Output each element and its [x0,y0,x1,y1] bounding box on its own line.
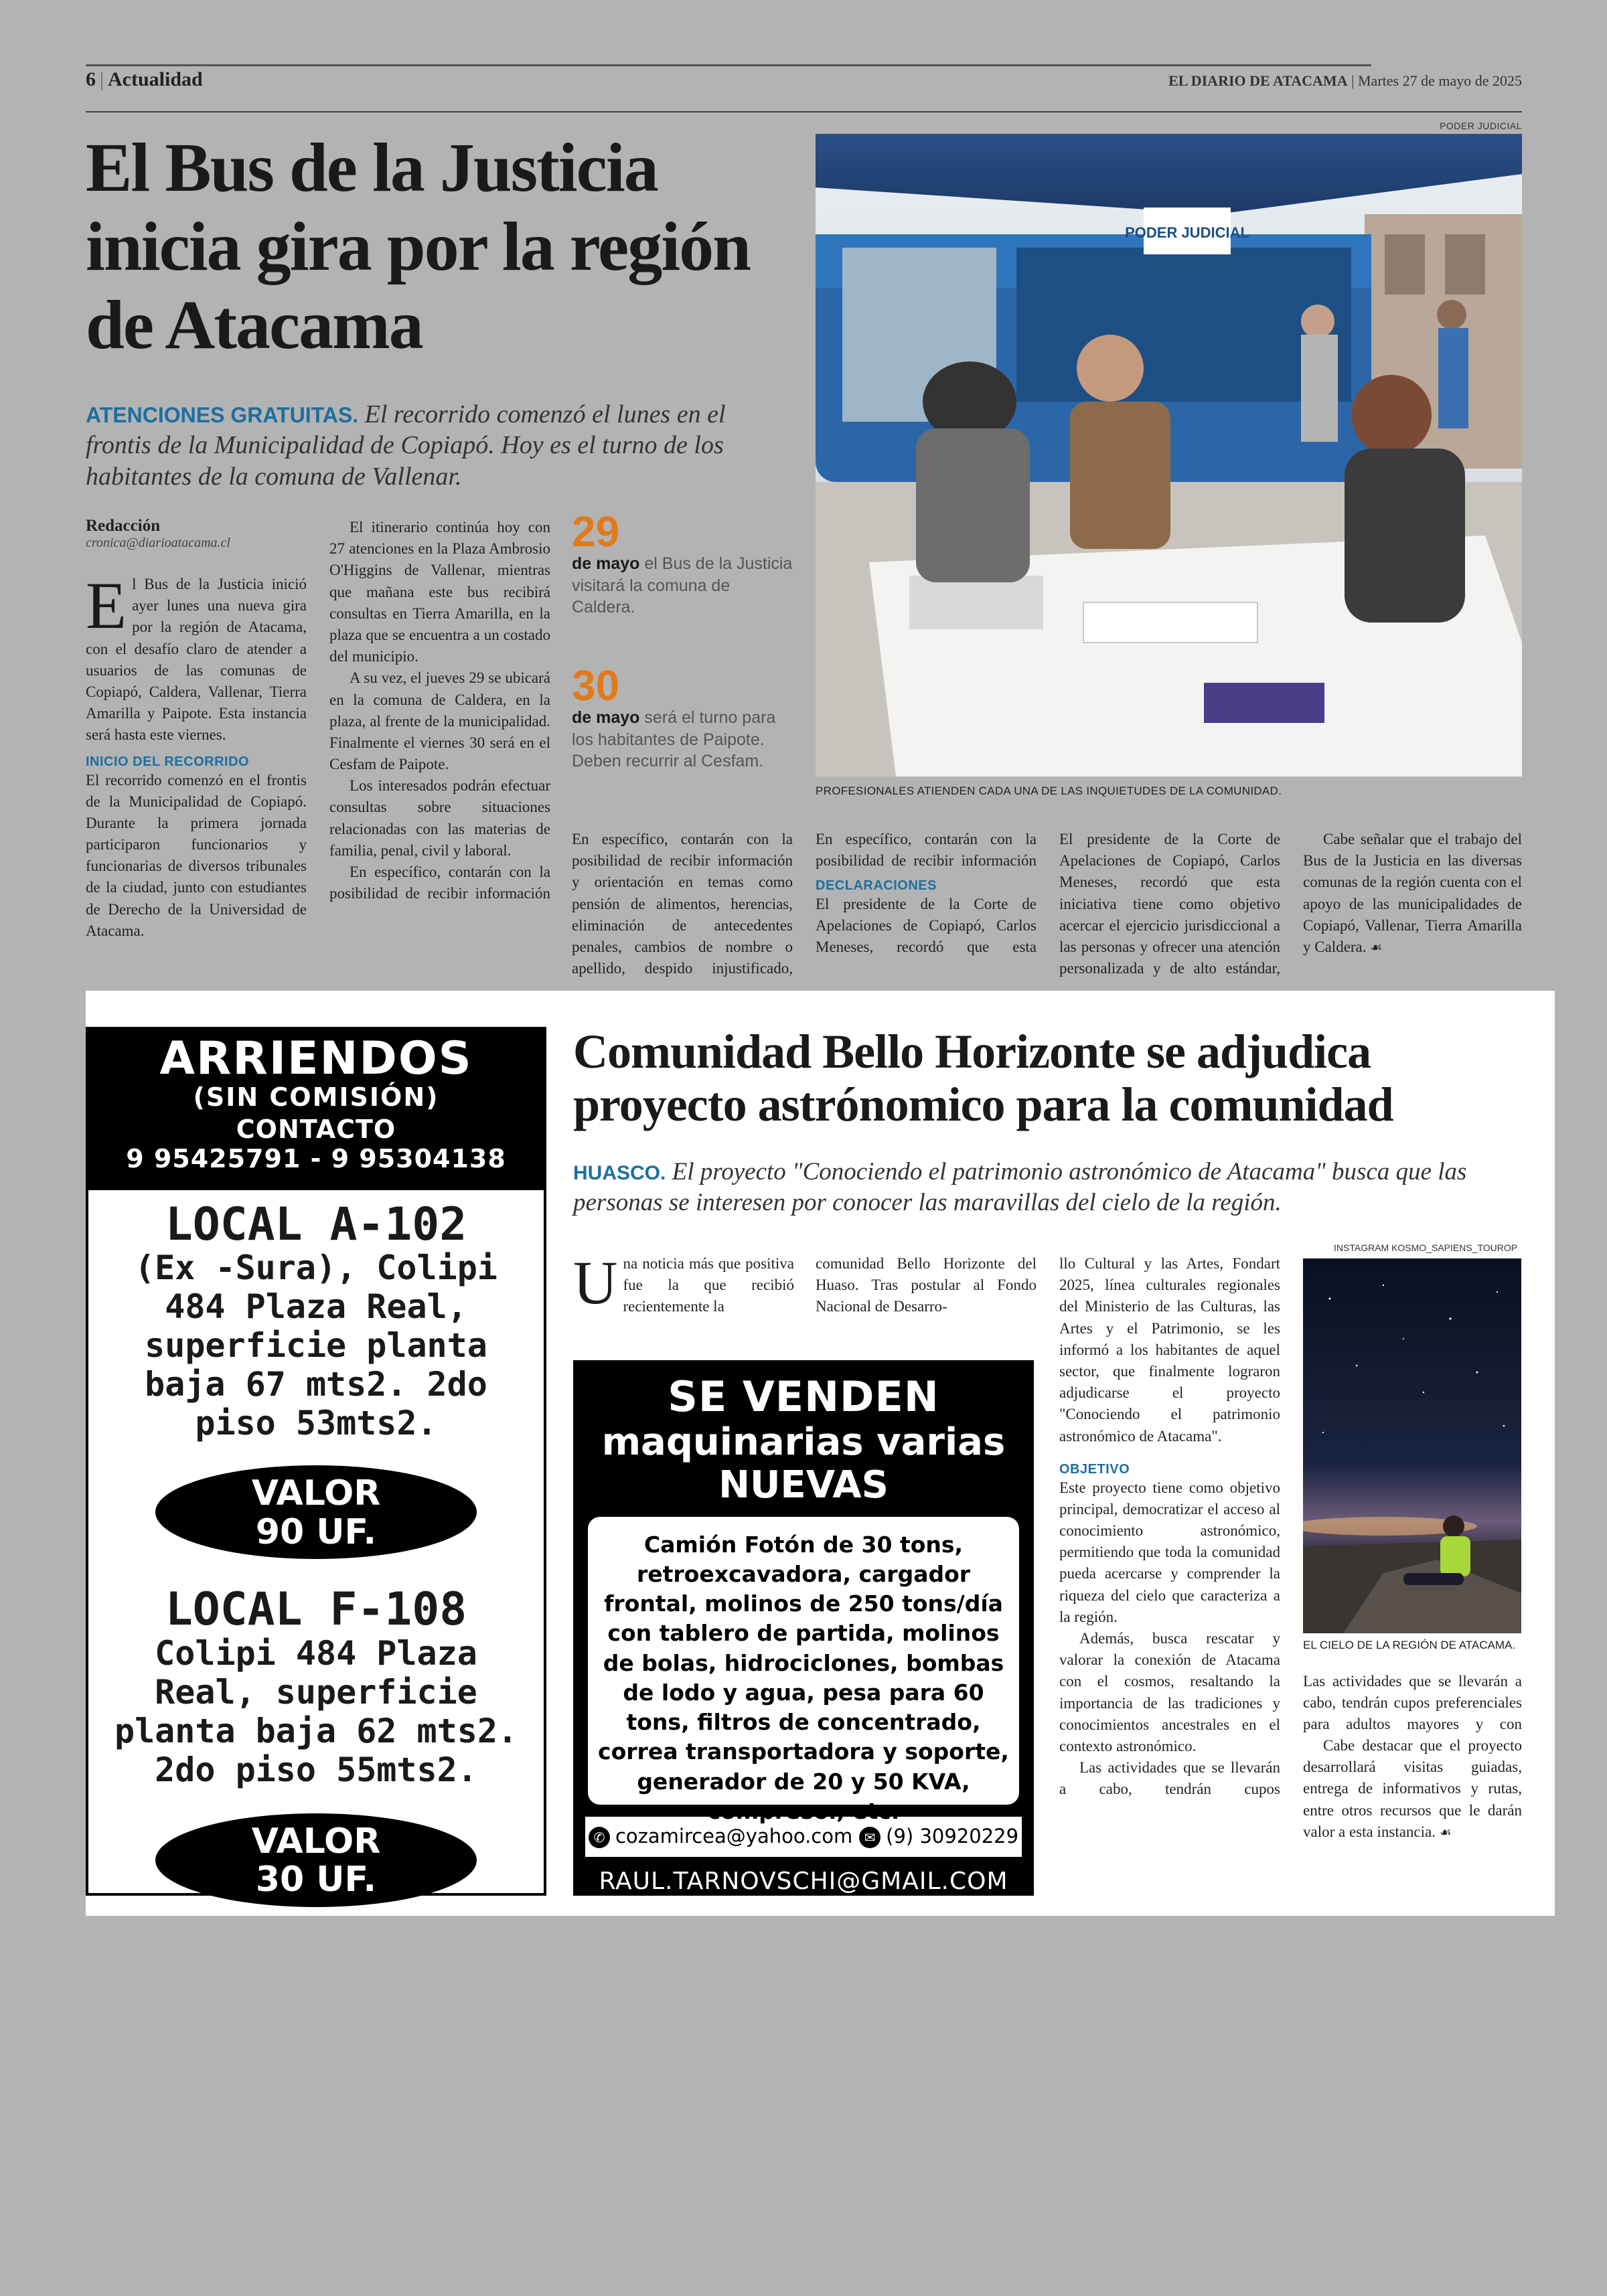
photo1-credit: PODER JUDICIAL [1440,120,1522,131]
article2-p2: comunidad Bello Horizonte del Huaso. Tras postular al Fondo Nacional de Desarro- [816,1255,1037,1315]
article1-p1: El Bus de la Justicia inició ayer lunes una nueva gira por la región de Atacama, con el desafío claro de atender a usuarios de las comunas de Copiapó, Caldera, Vallenar, Tierra Amarilla y Paipote. Esta instancia será hasta este viernes. [86,568,307,744]
local2-valor: VALOR 30 UF. [155,1813,477,1907]
article2-p4: Este proyecto tiene como objetivo principal, democratizar el acceso al conocimiento astronómico, permitiendo que toda la comunidad pueda acercarse y comprender la riqueza del cielo que caracteriza a la región. [1059,1479,1280,1625]
article2-deck [573,1157,1537,1218]
article1-p6-end: En específico, contarán con la posibilidad de recibir información [816,831,1037,870]
article1-p5: Los interesados podrán efectuar consultas sobre situaciones relacionadas con las materias de familia, penal, civil y laboral. [329,777,550,859]
article2-dropcap: U [573,1248,618,1317]
ad-arriendos-header [88,1030,544,1190]
article1-p7: El presidente de la Corte de Apelaciones de Copiapó, Carlos Meneses, recordó que esta iniciativa tiene como objetivo acercar el ejercicio jurisdiccional a las personas y ofrecer una atención personalizada y de alto estándar, [1059,831,1280,977]
fact-29-number: 29 [572,507,620,556]
page-number: 6 [86,68,96,90]
local1-desc: (Ex -Sura), Colipi 484 Plaza Real, superficie planta baja 67 mts2. 2do piso 53mts2. [135,1248,498,1443]
article2-p6-start: Las actividades que se llevarán a cabo, tendrán cupos [1059,1759,1280,1798]
ad-arriendos-phones: 9 95425791 - 9 95304138 [126,1144,506,1174]
article2-title: Comunidad Bello Horizonte se adjudica proyecto astrónomico para la comunidad [573,1025,1393,1132]
article1-p6-cont: En específico, contarán con la posibilidad de recibir información y orientación en temas como pensión de alimentos, herencias, eliminación de antecedentes penales, cambios de nombre o apellido, despido injustificado, [572,831,793,977]
article1-p3: El itinerario continúa hoy con 27 atenciones en la Plaza Ambrosio O'Higgins de Vallenar, mientras que mañana este bus recibirá consultas en Tierra Amarilla, en la plaza que se encuentra a un costado del municipio. [329,519,550,665]
ad-arriendos-title: ARRIENDOS [159,1032,473,1085]
article1-col3 [572,829,793,979]
subhead-declaraciones: DECLARACIONES [816,878,937,893]
local1-valor: VALOR 90 UF. [155,1465,477,1559]
article2-deck-text: El proyecto "Conociendo el patrimonio astronómico de Atacama" busca que las personas se interesen por conocer las maravillas del cielo de la región. [573,1158,1467,1216]
ad-arriendos-subtitle: (SIN COMISIÓN) [193,1082,439,1113]
page-header-right: EL DIARIO DE ATACAMA | Martes 27 de mayo de 2025 [1168,72,1522,89]
ad-venden-phone: ✉ (9) 30920229 [859,1825,1018,1848]
phone-icon: ✆ [589,1827,610,1848]
header-rule [86,111,1522,112]
byline: Redacción [86,517,161,535]
top-rule [86,64,1371,66]
subhead-inicio: INICIO DEL RECORRIDO [86,754,250,769]
local2-desc: Colipi 484 Plaza Real, superficie planta baja 62 mts2. 2do piso 55mts2. [114,1633,518,1789]
article1-p2: El recorrido comenzó en el frontis de la Municipalidad de Copiapó. Durante la primera jornada participaron funcionarios y funcionarias de diversos tribunales de la ciudad, junto con estudiantes de Derecho de la Universidad de Atacama. [86,771,307,939]
author-email: cronica@diarioatacama.cl [86,536,230,550]
article1-p8: Cabe señalar que el trabajo del Bus de la Justicia en las diversas comunas de la región cuenta con el apoyo de las municipalidades de Copiapó, Vallenar, Tierra Amarilla y Caldera. ☙ [1303,831,1522,955]
end-mark-icon: ☙ [1439,1823,1452,1840]
fact-29: 29 de mayo el Bus de la Justicia visitará la comuna de Caldera. [572,507,793,617]
article1-col5 [1059,829,1280,983]
article1-col6 [1303,829,1522,958]
publication-name: EL DIARIO DE ATACAMA [1168,72,1348,89]
article2-p7: Cabe destacar que el proyecto desarrollará visitas guiadas, entrega de informativos y rutas, entre otros recursos que le darán valor a esta instancia. ☙ [1303,1737,1522,1840]
ad-venden-body: Camión Fotón de 30 tons, retroexcavadora, cargador frontal, molinos de 250 tons/día con tablero de partida, molinos de bolas, hidrociclones, bombas de lodo y agua, pesa para 60 tons, filtros de concentrado, correa transportadora y soporte, generador de 20 y 50 KVA, compresor, etc. [588,1517,1019,1805]
article2-p1: Una noticia más que positiva fue la que recibió recientemente la [573,1248,794,1317]
article1-title: El Bus de la Justicia inicia gira por la región de Atacama [86,129,750,364]
end-mark-icon: ☙ [1370,938,1383,955]
ad-venden-subtitle2: NUEVAS [718,1463,889,1507]
article2-col2 [816,1253,1037,1318]
photo-justice-bus [816,134,1522,776]
article1-col1 [86,517,307,942]
page-header-left: 6 | Actualidad [86,68,203,90]
article2-kicker: HUASCO. [573,1162,666,1184]
ad-venden-title: SE VENDEN [668,1372,939,1421]
article1-p7-start: El presidente de la Corte de Apelaciones de Copiapó, Carlos Meneses, recordó que esta [816,896,1037,956]
upper-article-area [86,64,1522,988]
section-name: Actualidad [108,68,203,90]
lower-section [86,991,1555,1916]
article2-col4 [1303,1671,1522,1843]
article2-col3 [1059,1253,1280,1800]
ad-venden-email2: RAUL.TARNOVSCHI@GMAIL.COM [599,1867,1008,1895]
photo2-caption: EL CIELO DE LA REGIÓN DE ATACAMA. [1303,1639,1516,1651]
article1-kicker: ATENCIONES GRATUITAS. [86,403,359,427]
ad-arriendos-contact-label: CONTACTO [236,1115,396,1145]
article2-p3: llo Cultural y las Artes, Fondart 2025, línea culturales regionales del Ministerio de las Culturas, las Artes y el Patrimonio, se les informó a los habitantes de aquel sector, que finalmente lograron adjudicarse el proyecto "Conociendo el patrimonio astronómico de Atacama". [1059,1255,1280,1445]
ad-venden-email1: ✆ cozamircea@yahoo.com [589,1825,852,1848]
local2-name: LOCAL F-108 [165,1583,467,1637]
ad-se-venden [573,1360,1034,1896]
whatsapp-icon: ✉ [859,1827,881,1848]
photo2-credit: INSTAGRAM KOSMO_SAPIENS_TOUROP [1334,1242,1518,1253]
photo-night-sky [1303,1258,1521,1633]
publication-date: Martes 27 de mayo de 2025 [1358,72,1522,89]
article1-p4: A su vez, el jueves 29 se ubicará en la comuna de Caldera, en la plaza, al frente de la municipalidad. Finalmente el viernes 30 será en el Cesfam de Paipote. [329,669,550,773]
fact-30-number: 30 [572,661,620,710]
subhead-objetivo: OBJETIVO [1059,1461,1130,1477]
article2-p6-end: Las actividades que se llevarán a cabo, tendrán cupos preferenciales para adultos mayores y con [1303,1673,1522,1733]
dropcap: E [86,568,127,643]
article2-p5: Además, busca rescatar y valorar la conexión de Atacama con el cosmos, resaltando la importancia de las tradiciones y conocimientos ancestrales en el contexto astronómico. [1059,1630,1280,1754]
ad-venden-subtitle1: maquinarias varias [601,1420,1006,1464]
article1-deck-text: El recorrido comenzó el lunes en el frontis de la Municipalidad de Copiapó. Hoy es el turno de los habitantes de la comuna de Vallenar. [86,400,726,491]
article1-deck [86,399,782,492]
bus-sign-text: PODER JUDICIAL [1125,224,1249,241]
article1-col2 [329,517,550,903]
local1-name: LOCAL A-102 [165,1198,467,1251]
fact-30: 30 de mayo será el turno para los habitantes de Paipote. Deben recurrir al Cesfam. [572,664,793,772]
article1-col4 [816,829,1037,958]
photo1-caption: PROFESIONALES ATIENDEN CADA UNA DE LAS INQUIETUDES DE LA COMUNIDAD. [816,785,1282,797]
article2-col1 [573,1248,794,1318]
ad-arriendos [86,1027,546,1900]
article1-p6-start: En específico, contarán con la posibilidad de recibir información [329,864,550,902]
